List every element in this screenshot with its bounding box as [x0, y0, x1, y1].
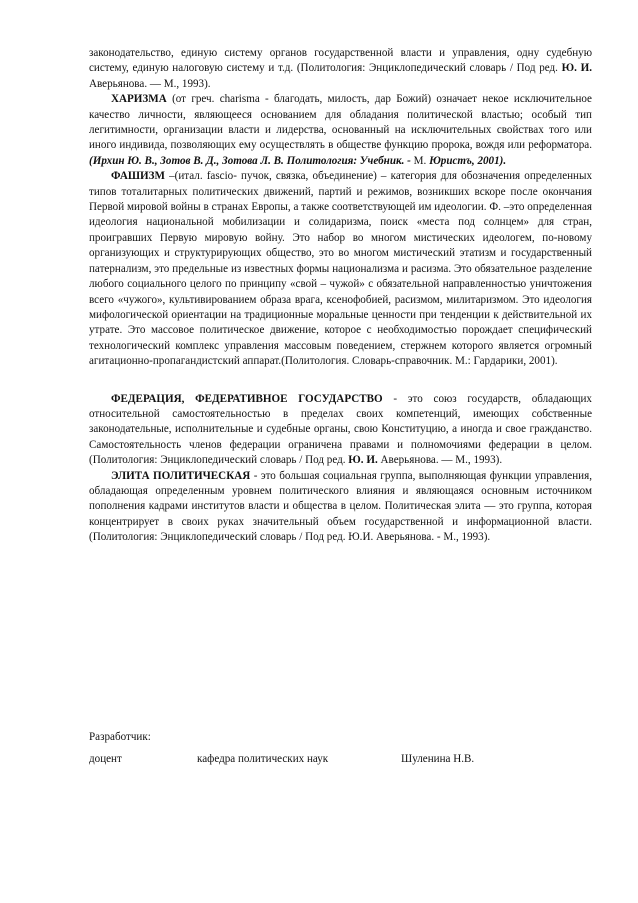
paragraph-fascism: ФАШИЗМ –(итал. fascio- пучок, связка, объединение) – категория для обозначения определенных типов тоталитарных политических движений, партий и режимов, возникших вскоре после окончания Первой мировой войны в странах Европы, а также соответствующей им идеологии. Ф. –это определенная идеология национальной мобилизации и солидаризма, поиск «места под солнцем» для стран, проигравших Первую мировую войну. Это набор во многом мистических идеологем, по-новому организующих и структурирующих общество, это во многом мистический этатизм и государственный патернализм, это предельные из известных формы национализма и расизма. Это обязательное разделение любого социального целого по принципу «свой – чужой» с обязательной направленностью уничтожения всего «чужого», культивированием образа врага, ксенофобией, расизмом, милитаризмом. Это идеология мифологической ориентации на традиционные моральные ценности при тенденции к действительной их утрате. Это массовое политическое движение, которое с необходимостью порождает специфический технологический комплекс управления массовым поведением, стержнем которого является огромный агитационно-пропагандистский аппарат.(Политология. Словарь-справочник. М.: Гардарики, 2001). [89, 170, 592, 368]
editor-name: Ю. И. [561, 62, 592, 75]
editor-name: Ю. И. [348, 454, 378, 467]
charisma-reference: (Ирхин Ю. В., Зотов В. Д., Зотова Л. В. Политология: Учебник. - [89, 154, 411, 167]
paragraph-elite: ЭЛИТА ПОЛИТИЧЕСКАЯ - это большая социальная группа, выполняющая функции управления, обладающая определенным уровнем политического влияния и являющаяся основным источником пополнения кадрами институтов власти и общества в целом. Политическая элита — это группа, которая концентрирует в своих руках значительный объем государственной и информационной власти. (Политология: Энциклопедический словарь / Под ред. Ю.И. Аверьянова. - М., 1993). [89, 469, 592, 544]
developer-department: кафедра политических наук [197, 753, 329, 765]
developer-info [89, 753, 592, 765]
developer-label: Разработчик: [89, 731, 151, 743]
term-charisma: ХАРИЗМА [111, 93, 167, 106]
document-body [89, 46, 592, 546]
term-elite: ЭЛИТА ПОЛИТИЧЕСКАЯ [111, 469, 251, 482]
developer-author: Шуленина Н.В. [401, 753, 475, 765]
paragraph-federation: ФЕДЕРАЦИЯ, ФЕДЕРАТИВНОЕ ГОСУДАРСТВО - это союз государств, обладающих относительной самостоятельностью в пределах своих компетенций, имеющих собственные законодательные, исполнительные и судебные органы, свою Конституцию, а иногда и свое гражданство. Самостоятельность членов федерации ограничена правами и полномочиями федерации в целом. (Политология: Энциклопедический словарь / Под ред. Ю. И. Аверьянова. — М., 1993). [89, 392, 592, 467]
term-fascism: ФАШИЗМ [111, 170, 165, 183]
paragraph-gap [89, 370, 592, 392]
paragraph-intro: законодательство, единую систему органов государственной власти и управления, одну судебную систему, единую налоговую систему и т.д. (Политология: Энциклопедический словарь / Под ред. Ю. И. Аверьянова. — М., 1993). [89, 47, 592, 90]
developer-position: доцент [89, 753, 122, 765]
term-federation: ФЕДЕРАЦИЯ, ФЕДЕРАТИВНОЕ ГОСУДАРСТВО [111, 392, 383, 405]
paragraph-charisma: ХАРИЗМА (от греч. charisma - благодать, милость, дар Божий) означает некое исключительное качество личности, являющееся основанием для обладания политической властью; особый тип легитимности, организации власти и лидерства, основанный на исключительных свойствах того или иного индивида, позволяющих ему осуществлять в обществе функцию пророка, вождя или реформатора. (Ирхин Ю. В., Зотов В. Д., Зотова Л. В. Политология: Учебник. - М. Юристъ, 2001). [89, 93, 592, 167]
